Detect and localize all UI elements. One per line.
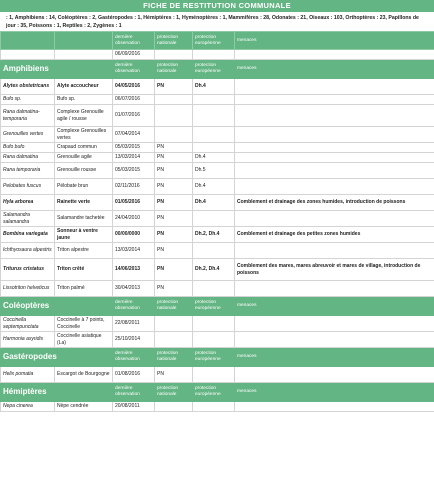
taxa-summary: : 1, Amphibiens : 14, Coléoptères : 2, Gastéropodes : 1, Hémiptères : 1, Hyménoptères : 1, Mammifères : 28, Odonates : 21, Oiseaux : 103, Orthoptères : 23, Papillons de jour : 35, Poissons : 1, Reptiles : 2, Zygènes : 1 (6, 15, 419, 29)
scientific-name: Pelobates fuscus (1, 179, 55, 195)
european-protection (193, 105, 235, 127)
common-name: Triton palmé (55, 281, 113, 297)
group-header-row (1, 383, 434, 402)
last-observation-date: 30/04/2013 (113, 281, 155, 297)
common-name: Crapaud commun (55, 143, 113, 153)
threats (235, 153, 434, 163)
national-protection (155, 332, 193, 348)
threats (235, 367, 434, 383)
national-protection: PN (155, 153, 193, 163)
threats (235, 105, 434, 127)
last-observation-date: 13/03/2014 (113, 243, 155, 259)
european-protection (193, 243, 235, 259)
threats (235, 211, 434, 227)
group-header-european-protection: protection européenne (193, 297, 235, 316)
last-observation-date: 06/09/2016 (113, 50, 155, 60)
scientific-name: Triturus cristatus (1, 259, 55, 281)
threats (235, 281, 434, 297)
national-protection: PN (155, 281, 193, 297)
group-header-threats: menaces (235, 348, 434, 367)
group-header-national-protection: protection nationale (155, 60, 193, 79)
table-row (1, 243, 434, 259)
european-protection (193, 143, 235, 153)
last-observation-date: 25/10/2014 (113, 332, 155, 348)
header-cell-empty (1, 32, 55, 50)
group-header-last-observation: dernière observation (113, 297, 155, 316)
group-header-national-protection: protection nationale (155, 297, 193, 316)
group-header-last-observation: dernière observation (113, 60, 155, 79)
last-observation-date: 05/03/2015 (113, 143, 155, 153)
european-protection: Dh.2, Dh.4 (193, 259, 235, 281)
threats (235, 79, 434, 95)
common-name: Rainette verte (55, 195, 113, 211)
last-observation-date: 04/05/2016 (113, 79, 155, 95)
threats: Comblement et drainage des zones humides, introduction de poissons (235, 195, 434, 211)
national-protection: PN (155, 211, 193, 227)
european-protection: Dh.4 (193, 79, 235, 95)
common-name: Bufo sp. (55, 95, 113, 105)
table-row (1, 195, 434, 211)
scientific-name: Rana dalmatina (1, 153, 55, 163)
scientific-name: Ichthyosaura alpestris (1, 243, 55, 259)
table-row (1, 105, 434, 127)
national-protection: PN (155, 195, 193, 211)
group-header-row (1, 348, 434, 367)
group-header-threats: menaces (235, 297, 434, 316)
european-protection: Dh.2, Dh.4 (193, 227, 235, 243)
table-row (1, 163, 434, 179)
european-protection (193, 332, 235, 348)
scientific-name: Alytes obstetricans (1, 79, 55, 95)
european-protection (193, 402, 235, 412)
group-header-threats: menaces (235, 383, 434, 402)
table-row (1, 50, 434, 60)
header-cell-empty (55, 32, 113, 50)
last-observation-date: 14/06/2013 (113, 259, 155, 281)
last-observation-date: 13/03/2014 (113, 153, 155, 163)
national-protection: PN (155, 227, 193, 243)
national-protection (155, 316, 193, 332)
group-header-last-observation: dernière observation (113, 383, 155, 402)
last-observation-date: 06/07/2016 (113, 95, 155, 105)
threats (235, 179, 434, 195)
national-protection: PN (155, 367, 193, 383)
group-name: Coléoptères (1, 297, 113, 316)
european-protection: Dh.4 (193, 179, 235, 195)
group-name: Amphibiens (1, 60, 113, 79)
national-protection (155, 127, 193, 143)
scientific-name: Rana temporaria (1, 163, 55, 179)
group-header-row (1, 60, 434, 79)
european-protection: Dh.4 (193, 195, 235, 211)
common-name: Pélobate brun (55, 179, 113, 195)
table-row (1, 79, 434, 95)
last-observation-date: 05/03/2015 (113, 163, 155, 179)
national-protection: PN (155, 259, 193, 281)
table-row (1, 281, 434, 297)
table-row (1, 179, 434, 195)
table-row (1, 259, 434, 281)
common-name: Complexe Grenouilles vertes (55, 127, 113, 143)
table-row (1, 153, 434, 163)
last-observation-date: 02/11/2016 (113, 179, 155, 195)
group-header-european-protection: protection européenne (193, 60, 235, 79)
group-header-threats: menaces (235, 60, 434, 79)
group-header-european-protection: protection européenne (193, 348, 235, 367)
threats: Comblement des mares, mares abreuvoir et mares de village, introduction de poissons (235, 259, 434, 281)
common-name: Grenouille rousse (55, 163, 113, 179)
threats (235, 127, 434, 143)
table-header-row (1, 32, 434, 50)
scientific-name: Lissotriton helveticus (1, 281, 55, 297)
threats (235, 316, 434, 332)
common-name: Grenouille agile (55, 153, 113, 163)
common-name: Escargot de Bourgogne (55, 367, 113, 383)
table-row (1, 127, 434, 143)
national-protection: PN (155, 179, 193, 195)
last-observation-date: 24/04/2010 (113, 211, 155, 227)
threats (235, 143, 434, 153)
european-protection (193, 367, 235, 383)
european-protection (193, 211, 235, 227)
european-protection: Dh.4 (193, 153, 235, 163)
threats (235, 243, 434, 259)
last-observation-date: 01/05/2016 (113, 195, 155, 211)
group-header-national-protection: protection nationale (155, 348, 193, 367)
common-name: Triton alpestre (55, 243, 113, 259)
european-protection (193, 316, 235, 332)
table-row (1, 316, 434, 332)
group-header-last-observation: dernière observation (113, 348, 155, 367)
last-observation-date: 01/08/2016 (113, 367, 155, 383)
species-table (0, 31, 434, 412)
national-protection: PN (155, 79, 193, 95)
scientific-name: Helix pomatia (1, 367, 55, 383)
european-protection (193, 95, 235, 105)
common-name: Sonneur à ventre jaune (55, 227, 113, 243)
common-name: Nèpe cendrée (55, 402, 113, 412)
european-protection: Dh.5 (193, 163, 235, 179)
table-row (1, 402, 434, 412)
national-protection: PN (155, 163, 193, 179)
scientific-name: Bombina variegata (1, 227, 55, 243)
common-name: Triton crêté (55, 259, 113, 281)
last-observation-date: 22/08/2011 (113, 316, 155, 332)
scientific-name: Bufo bufo (1, 143, 55, 153)
european-protection (193, 281, 235, 297)
scientific-name: Hyla arborea (1, 195, 55, 211)
group-header-national-protection: protection nationale (155, 383, 193, 402)
report-title: FICHE DE RESTITUTION COMMUNALE (0, 0, 434, 12)
scientific-name: Salamandra salamandra (1, 211, 55, 227)
table-row (1, 95, 434, 105)
scientific-name: Coccinella septempunctata (1, 316, 55, 332)
group-name: Hémiptères (1, 383, 113, 402)
national-protection (155, 105, 193, 127)
threats (235, 95, 434, 105)
scientific-name: Grenouilles vertes (1, 127, 55, 143)
common-name: Complexe Grenouille agile / rousse (55, 105, 113, 127)
common-name: Coccinelle à 7 points, Coccinelle (55, 316, 113, 332)
european-protection (193, 127, 235, 143)
common-name: Coccinelle asiatique (La) (55, 332, 113, 348)
header-european-protection: protection européenne (193, 32, 235, 50)
common-name: Alyte accoucheur (55, 79, 113, 95)
threats: Comblement et drainage des petites zones humides (235, 227, 434, 243)
last-observation-date: 07/04/2014 (113, 127, 155, 143)
header-threats: menaces (235, 32, 434, 50)
scientific-name: Rana dalmatina-temporaria (1, 105, 55, 127)
last-observation-date: 20/08/2011 (113, 402, 155, 412)
common-name: Salamandre tachetée (55, 211, 113, 227)
table-row (1, 227, 434, 243)
table-row (1, 211, 434, 227)
group-header-row (1, 297, 434, 316)
national-protection (155, 95, 193, 105)
scientific-name: Nepa cinerea (1, 402, 55, 412)
group-header-european-protection: protection européenne (193, 383, 235, 402)
national-protection (155, 402, 193, 412)
last-observation-date: 01/07/2016 (113, 105, 155, 127)
threats (235, 332, 434, 348)
scientific-name: Harmonia axyridis (1, 332, 55, 348)
group-name: Gastéropodes (1, 348, 113, 367)
table-row (1, 367, 434, 383)
table-row (1, 332, 434, 348)
threats (235, 402, 434, 412)
threats (235, 163, 434, 179)
last-observation-date: 00/00/0000 (113, 227, 155, 243)
header-national-protection: protection nationale (155, 32, 193, 50)
header-last-observation: dernière observation (113, 32, 155, 50)
table-row (1, 143, 434, 153)
scientific-name: Bufo sp. (1, 95, 55, 105)
national-protection: PN (155, 243, 193, 259)
national-protection: PN (155, 143, 193, 153)
